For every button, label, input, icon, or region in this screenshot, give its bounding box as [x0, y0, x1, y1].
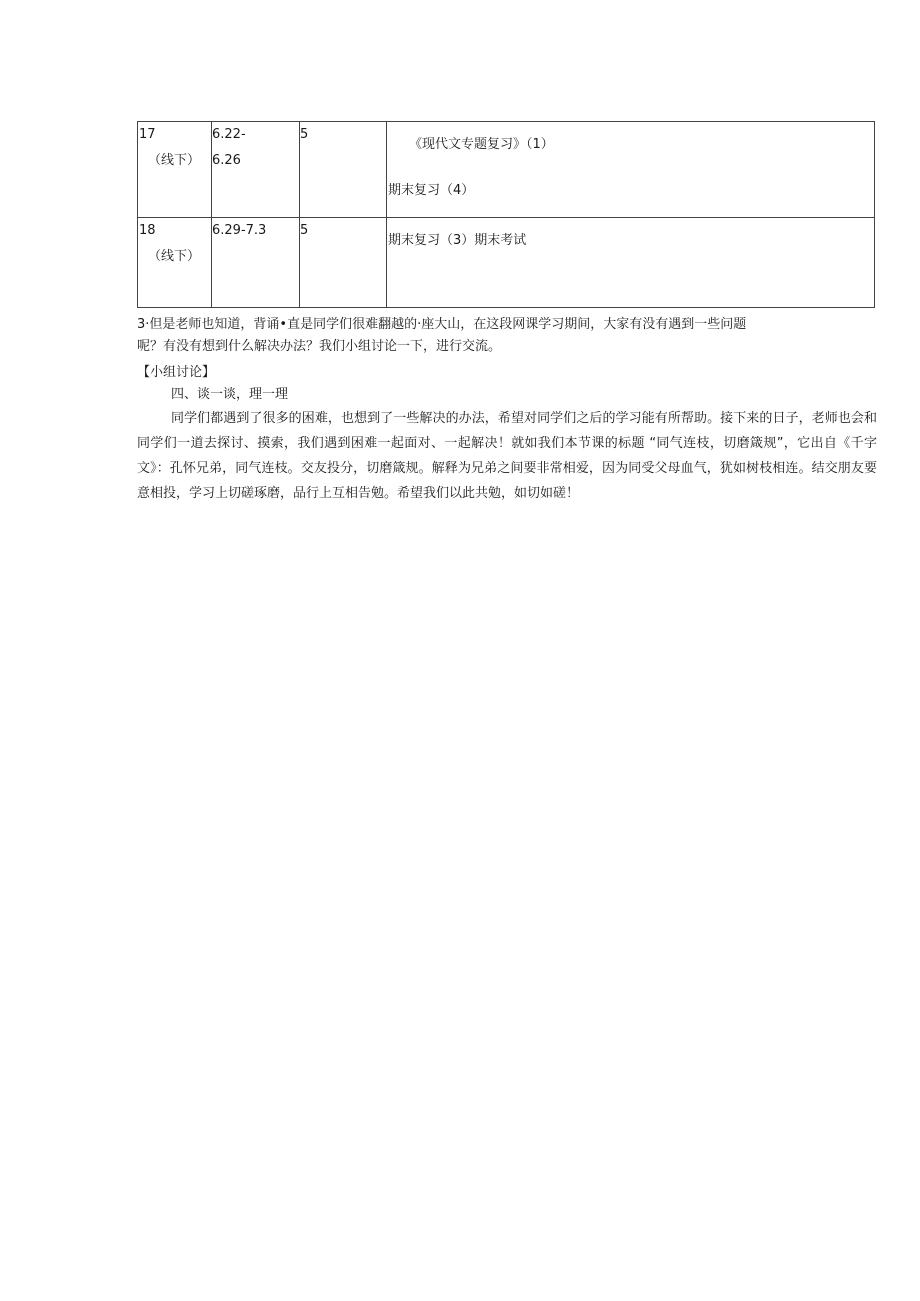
- date-range: 6.29-7.3: [212, 223, 267, 238]
- paragraph-line: 3·但是老师也知道，背诵•直是同学们很难翻越的·座大山，在这段网课学习期间，大家有没有遇到一些问题: [137, 317, 747, 332]
- content-item: 《现代文专题复习》（1）: [409, 137, 554, 152]
- week-mode: （线下）: [148, 153, 201, 168]
- content-item: 期末复习（3）期末考试: [388, 233, 527, 248]
- date-range-end: 6.26: [212, 153, 241, 168]
- section-heading: 四、谈一谈，理一理: [171, 387, 289, 402]
- week-number: 18: [139, 223, 156, 238]
- date-range-start: 6.22-: [212, 127, 246, 142]
- paragraph-line: 呢？有没有想到什么解决办法？我们小组讨论一下，进行交流。: [137, 339, 502, 354]
- discussion-prompt-paragraph: [137, 314, 877, 358]
- week-number: 17: [139, 127, 156, 142]
- content-cell: [387, 122, 875, 218]
- hours-cell: [300, 218, 387, 308]
- date-cell: [212, 218, 300, 308]
- date-cell: [212, 122, 300, 218]
- hours-value: 5: [300, 223, 309, 238]
- closing-paragraph: 同学们都遇到了很多的困难，也想到了一些解决的办法，希望对同学们之后的学习能有所帮助。接下来的日子，老师也会和同学们一道去探讨、摸索，我们遇到困难一起面对、一起解决！就如我们本节课的标题 “同气连枝，切磨箴规”，它出自《千字文》：孔怀兄弟，同气连枝。交友投分，切磨箴规。解释为兄弟之间要非常相爱，因为同受父母血气，犹如树枝相连。结交朋友要意相投，学习上切磋琢磨，品行上互相告勉。希望我们以此共勉，如切如磋！: [137, 411, 877, 501]
- schedule-table: [137, 121, 875, 308]
- content-item: 期末复习（4）: [388, 183, 475, 198]
- week-mode: （线下）: [148, 249, 201, 264]
- hours-value: 5: [300, 127, 309, 142]
- week-cell: [138, 218, 212, 308]
- table-row: [138, 218, 875, 308]
- group-discussion-heading: 【小组讨论】: [137, 365, 216, 380]
- hours-cell: [300, 122, 387, 218]
- week-cell: [138, 122, 212, 218]
- content-cell: [387, 218, 875, 308]
- table-row: [138, 122, 875, 218]
